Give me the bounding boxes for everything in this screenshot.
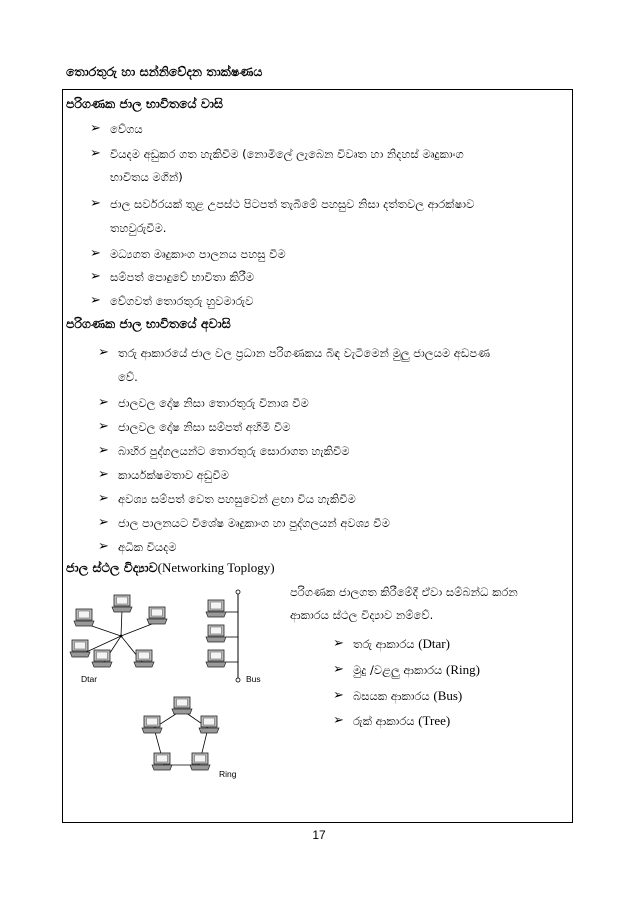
disadvantage-item: ජාලවල දෝෂ නිසා සම්පත් අහිමි වීම — [118, 420, 291, 434]
disadvantage-item: ජාල පාලනයට විශේෂ මෘදුකාංග හා පුද්ගලයන් අවශ්‍ය වීම — [118, 516, 390, 530]
bus-diagram-label: Bus — [246, 674, 261, 684]
bullet-arrow-icon: ➢ — [90, 196, 101, 211]
star-topology-diagram — [70, 595, 167, 684]
advantages-title: පරිගණක ජාල භාවිතයේ වාසි — [66, 96, 223, 111]
ring-topology-diagram — [142, 697, 237, 779]
disadvantages-title: පරිගණක ජාල භාවිතයේ අවාසි — [66, 316, 231, 331]
bus-topology-diagram — [206, 590, 261, 684]
topology-title-si: ජාල ස්ථල විද්‍යාව — [66, 560, 158, 575]
topology-title-en: (Networking Toplogy) — [157, 560, 275, 575]
advantage-item-continued: තහවුරුවීම. — [110, 221, 167, 235]
bullet-arrow-icon: ➢ — [98, 345, 109, 360]
advantage-item-continued: භාවිතය මගින්) — [110, 170, 183, 184]
topology-item-bus: බසයක ආකාරය (Bus) — [353, 688, 463, 703]
topology-intro: පරිගණක ජාලගත කිරීමේදී ඒවා සම්බන්ධ කරන — [290, 585, 518, 599]
topology-intro-continued: ආකාරය ස්ථල විද්‍යාව නම්වේ. — [290, 608, 434, 622]
bullet-arrow-icon: ➢ — [98, 515, 109, 530]
advantage-item: වේගවත් තොරතුරු හුවමාරුව — [110, 294, 254, 308]
bullet-arrow-icon: ➢ — [90, 146, 101, 161]
advantage-item: ජාල සර්වරයක් තුළ උපස්ථ පිටපත් තැබීමේ පහසුව නිසා දත්තවල ආරක්ෂාව — [110, 197, 475, 211]
page-number: 17 — [312, 828, 326, 842]
bullet-arrow-icon: ➢ — [90, 121, 101, 136]
bullet-arrow-icon: ➢ — [90, 246, 101, 261]
topology-item-ring: මුදු /වළලු ආකාරය (Ring) — [353, 662, 480, 677]
bullet-arrow-icon: ➢ — [98, 467, 109, 482]
disadvantage-item: බාහිර පුද්ගලයන්ට තොරතුරු සොරාගත හැකිවීම — [118, 444, 350, 458]
bullet-arrow-icon: ➢ — [98, 443, 109, 458]
bullet-arrow-icon: ➢ — [333, 713, 344, 728]
bullet-arrow-icon: ➢ — [90, 269, 101, 284]
page-title: තොරතුරු හා සන්නිවේදන තාක්ෂණය — [66, 64, 263, 79]
bullet-arrow-icon: ➢ — [98, 539, 109, 554]
star-diagram-label: Dtar — [81, 674, 98, 684]
disadvantage-item: තරු ආකාරයේ ජාල වල ප්‍රධාන පරිගණකය බිඳ වැටීමෙන් මුලු ජාලයම අඩපණ — [118, 346, 491, 360]
advantage-item: වේගය — [110, 122, 143, 136]
advantage-item: වියදම අඩුකර ගත හැකිවීම (නොමිලේ ලැබෙන විවෘත හා නිදහස් මෘදුකාංග — [110, 147, 464, 161]
topology-diagram — [64, 582, 289, 787]
bullet-arrow-icon: ➢ — [333, 662, 344, 677]
bullet-arrow-icon: ➢ — [98, 419, 109, 434]
ring-diagram-label: Ring — [219, 769, 237, 779]
bullet-arrow-icon: ➢ — [98, 395, 109, 410]
advantage-item: මධ්‍යගත මෘදුකාංග පාලනය පහසු වීම — [110, 247, 286, 261]
disadvantage-item: කාර්යක්ෂමතාව අඩුවීම — [118, 468, 229, 482]
disadvantage-item: ජාලවල දෝෂ නිසා තොරතුරු විනාශ වීම — [118, 396, 309, 410]
bullet-arrow-icon: ➢ — [90, 293, 101, 308]
disadvantage-item: අධික වියදම — [118, 540, 177, 554]
topology-item-tree: රුක් ආකාරය (Tree) — [353, 713, 451, 728]
disadvantage-item-continued: වේ. — [118, 370, 138, 384]
topology-item-star: තරු ආකාරය (Dtar) — [353, 636, 450, 651]
advantage-item: සම්පත් පොදුවේ භාවිතා කිරීම — [110, 270, 255, 284]
bullet-arrow-icon: ➢ — [333, 636, 344, 651]
bullet-arrow-icon: ➢ — [333, 688, 344, 703]
topology-title — [66, 560, 275, 576]
bullet-arrow-icon: ➢ — [98, 491, 109, 506]
disadvantage-item: අවශ්‍ය සම්පත් වෙත පහසුවෙන් ළඟා විය හැකිවීම — [118, 492, 356, 506]
